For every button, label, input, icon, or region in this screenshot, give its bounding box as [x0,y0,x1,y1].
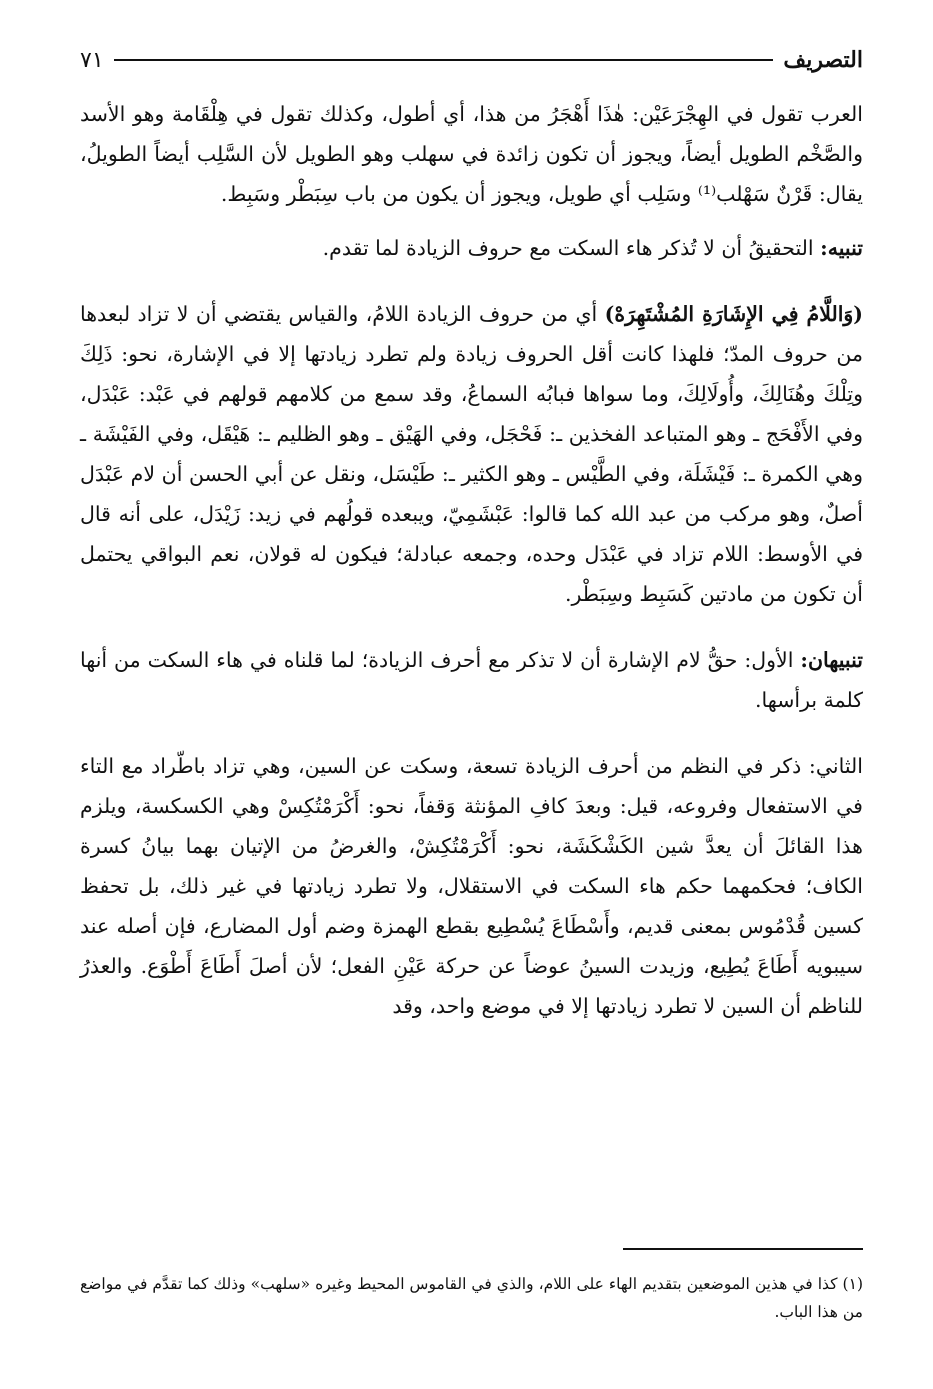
page [80,40,863,1321]
page-number: ٧١ [80,47,104,73]
header-rule [114,59,774,61]
paragraph-5 [80,746,863,1026]
paragraph-text: العرب تقول في الهِجْرَعَيْن: هٰذَا أَهْجَرُ من هذا، أي أطول، وكذلك تقول في هِلْقَامة وهو الأسد والصَّخْم الطويل أيضاً، ويجوز أن تكون زائدة في سهلب وهو الطويل لأن السَّلِب أيضاً الطويلُ، يقال: قَرْنٌ سَهْلب⁽¹⁾ وسَلِب أي طويل، ويجوز أن يكون من باب سِبَطْر وسَبِط. [80,102,863,206]
paragraph-text: التحقيقُ أن لا تُذكر هاء السكت مع حروف الزيادة لما تقدم. [322,236,814,260]
footnote-rule [623,1248,863,1250]
paragraph-4 [80,640,863,720]
running-header [80,40,863,80]
paragraph-text: الأول: حقُّ لام الإشارة أن لا تذكر مع أحرف الزيادة؛ لما قلناه في هاء السكت من أنها كلمة برأسها. [80,648,863,712]
running-title: التصريف [783,47,863,73]
footnote-1: (١) كذا في هذين الموضعين بتقديم الهاء على اللام، والذي في القاموس المحيط وغيره «سلهب» وذلك كما تقدَّم في مواضع من هذا الباب. [80,1275,863,1321]
paragraph-label: تنبيه: [820,236,863,260]
paragraph-2 [80,228,863,268]
paragraph-label: تنبيهان: [800,648,863,672]
paragraph-text: أي من حروف الزيادة اللامُ، والقياس يقتضي أن لا تزاد لبعدها من حروف المدّ؛ فلهذا كانت أقل الحروف زيادة ولم تطرد زيادتها إلا في الإشارة، نحو: ذَلِكَ وتِلْكَ وهُنَالِكَ، وأُولَالِكَ، وما سواها فبابُه السماعُ، وقد سمع من كلامهم قولهم في عَبْد: عَبْدَل، وفي الأَفْحَج ـ وهو المتباعد الفخذين ـ: فَحْجَل، وفي الهَيْق ـ وهو الظليم ـ: هَيْقَل، وفي الفَيْشَة ـ وهي الكمرة ـ: فَيْشَلَة، وفي الطَّيْس ـ وهو الكثير ـ: طَيْسَل، ونقل عن أبي الحسن أن لام عَبْدَل أصلٌ، وهو مركب من عبد الله كما قالوا: عَبْشَمِيّ، ويبعده قولُهم في زيد: زَيْدَل، على أنه قال في الأوسط: اللام تزاد في عَبْدَل وحده، وجمعه عبادلة؛ فيكون له قولان، نعم البواقي يحتمل أن تكون من مادتين كَسَبِط وسِبَطْر. [80,302,863,606]
body-text [80,94,863,1026]
paragraph-1 [80,94,863,214]
paragraph-text: الثاني: ذكر في النظم من أحرف الزيادة تسعة، وسكت عن السين، وهي تزاد باطّراد مع التاء في الاستفعال وفروعه، قيل: وبعدَ كافِ المؤنثة وَقفاً، نحو: أَكْرَمْتُكِسْ وهي الكسكسة، ويلزم هذا القائلَ أن يعدَّ شين الكَشْكَشَة، نحو: أَكْرَمْتُكِشْ، والغرضُ من الإتيان بهما بيانُ كسرة الكاف؛ فحكمهما حكم هاء السكت في الاستقلال، ولا تطرد زيادتها في غير ذلك، بل تحفظ كسين قُدْمُوس بمعنى قديم، وأَسْطَاعَ يُسْطِيع بقطع الهمزة وضم أول المضارع، فإن أصله عند سيبويه أَطَاعَ يُطِيع، وزيدت السينُ عوضاً عن حركة عَيْنِ الفعل؛ لأن أصلَ أَطَاعَ أَطْوَع. والعذرُ للناظم أن السين لا تطرد زيادتها إلا في موضع واحد، وقد [80,754,863,1018]
paragraph-label: (وَاللَّامُ فِي الإِشَارَةِ المُشْتَهِرَهْ) [604,302,863,326]
paragraph-3 [80,294,863,614]
